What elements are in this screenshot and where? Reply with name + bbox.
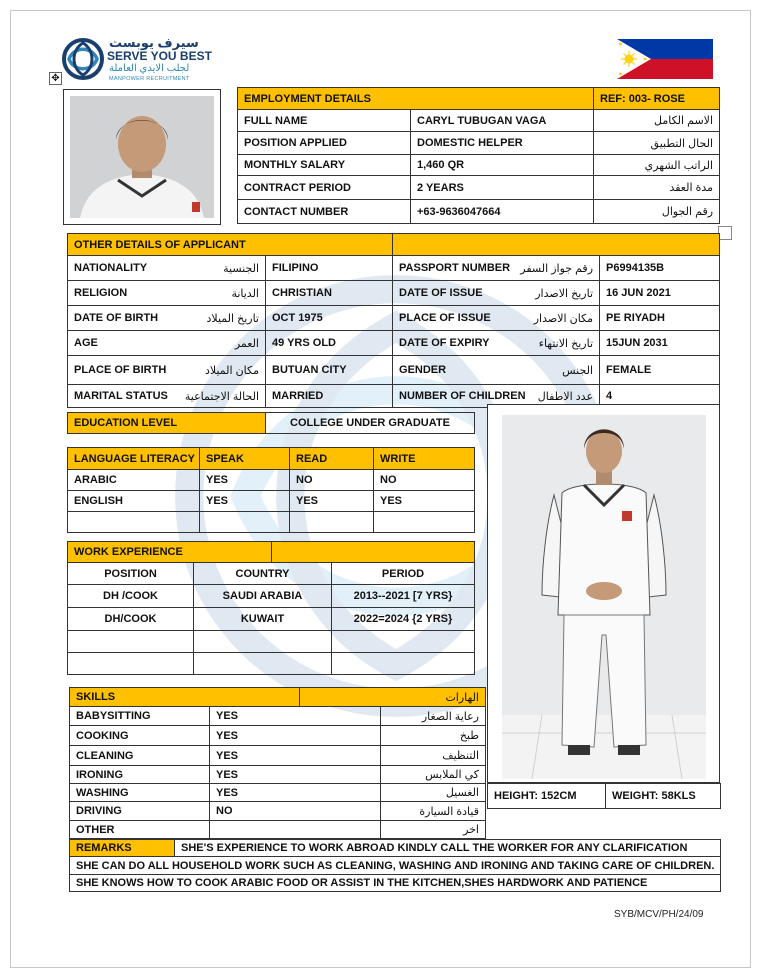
table-row xyxy=(68,512,475,533)
other-details-row xyxy=(68,306,720,331)
children-value: 4 xyxy=(600,385,720,408)
employment-title: EMPLOYMENT DETAILS xyxy=(238,88,594,110)
portrait-photo xyxy=(63,89,221,225)
work-period: 2022=2024 {2 YRS} xyxy=(332,608,475,631)
work-period xyxy=(332,653,475,675)
nationality-label: NATIONALITY xyxy=(74,262,148,274)
country-header: COUNTRY xyxy=(194,563,332,585)
work-experience-title-blank xyxy=(272,542,475,563)
table-row xyxy=(68,470,475,491)
skills-title: SKILLS xyxy=(70,688,300,707)
place-of-birth-label: PLACE OF BIRTH xyxy=(74,364,167,376)
work-position xyxy=(68,653,194,675)
skill-arabic: قيادة السيارة xyxy=(381,802,486,821)
skill-name: IRONING xyxy=(70,766,210,784)
marital-status-value: MARRIED xyxy=(266,385,393,408)
logo-arabic-name: سيرف يوبست xyxy=(109,35,199,50)
skill-arabic: كي الملابس xyxy=(381,766,486,784)
monthly-salary-value: 1,460 QR xyxy=(411,155,594,176)
age-value: 49 YRS OLD xyxy=(266,331,393,356)
language-header: LANGUAGE LITERACY xyxy=(68,448,200,470)
skill-value: YES xyxy=(210,726,381,746)
date-of-expiry-arabic: تاريخ الانتهاء xyxy=(538,337,594,350)
skill-value: YES xyxy=(210,766,381,784)
skill-value: YES xyxy=(210,784,381,802)
employment-details-table xyxy=(237,87,720,224)
skill-value: YES xyxy=(210,707,381,726)
skill-name: BABYSITTING xyxy=(70,707,210,726)
date-of-expiry-label: DATE OF EXPIRY xyxy=(399,337,490,349)
full-name-arabic: الاسم الكامل xyxy=(594,110,720,132)
read-value: YES xyxy=(290,491,374,512)
skill-value xyxy=(210,821,381,839)
position-header: POSITION xyxy=(68,563,194,585)
position-applied-arabic: الحال التطبيق xyxy=(594,132,720,155)
reference-number: REF: 003- ROSE xyxy=(594,88,720,110)
height-value: HEIGHT: 152CM xyxy=(488,784,606,809)
nationality-value: FILIPINO xyxy=(266,256,393,281)
logo-arabic-subtitle: لجلب الايدي العاملة xyxy=(109,63,190,74)
religion-arabic: الديانة xyxy=(231,287,259,300)
footer-code: SYB/MCV/PH/24/09 xyxy=(614,909,704,920)
table-row xyxy=(68,608,475,631)
contact-number-value: +63-9636047664 xyxy=(411,200,594,224)
skills-table xyxy=(69,687,486,839)
full-name-label: FULL NAME xyxy=(238,110,411,132)
work-period xyxy=(332,631,475,653)
remarks-table xyxy=(69,839,721,892)
skill-name: OTHER xyxy=(70,821,210,839)
date-of-issue-value: 16 JUN 2021 xyxy=(600,281,720,306)
read-value: NO xyxy=(290,470,374,491)
contact-number-label: CONTACT NUMBER xyxy=(238,200,411,224)
logo-english-name: SERVE YOU BEST xyxy=(107,49,212,63)
children-label: NUMBER OF CHILDREN xyxy=(399,390,526,402)
work-country xyxy=(194,631,332,653)
speak-header: SPEAK xyxy=(200,448,290,470)
work-position: DH/COOK xyxy=(68,608,194,631)
nationality-arabic: الجنسية xyxy=(223,262,259,275)
skill-value: YES xyxy=(210,746,381,766)
table-row xyxy=(70,746,486,766)
date-of-expiry-value: 15JUN 2031 xyxy=(600,331,720,356)
date-of-issue-arabic: تاريخ الاصدار xyxy=(535,287,594,300)
work-country xyxy=(194,653,332,675)
education-value: COLLEGE UNDER GRADUATE xyxy=(266,413,475,434)
language-table xyxy=(67,447,475,533)
date-of-birth-value: OCT 1975 xyxy=(266,306,393,331)
work-experience-title: WORK EXPERIENCE xyxy=(68,542,272,563)
resize-handle-icon[interactable] xyxy=(718,226,732,240)
portrait-photo-icon xyxy=(70,96,214,218)
education-table xyxy=(67,412,475,434)
age-label: AGE xyxy=(74,337,98,349)
passport-number-value: P6994135B xyxy=(600,256,720,281)
other-details-table xyxy=(67,233,720,408)
skill-value: NO xyxy=(210,802,381,821)
table-row xyxy=(68,631,475,653)
philippines-flag-icon xyxy=(617,39,713,79)
write-value: YES xyxy=(374,491,475,512)
other-details-row xyxy=(68,281,720,306)
date-of-issue-label: DATE OF ISSUE xyxy=(399,287,483,299)
skill-name: CLEANING xyxy=(70,746,210,766)
write-value xyxy=(374,512,475,533)
period-header: PERIOD xyxy=(332,563,475,585)
date-of-birth-arabic: تاريخ الميلاد xyxy=(206,312,259,325)
other-details-title-blank xyxy=(393,234,720,256)
other-details-row xyxy=(68,331,720,356)
full-body-photo xyxy=(487,404,720,783)
skill-name: COOKING xyxy=(70,726,210,746)
work-position xyxy=(68,631,194,653)
other-details-title: OTHER DETAILS OF APPLICANT xyxy=(68,234,393,256)
skill-arabic: طبخ xyxy=(381,726,486,746)
work-country: SAUDI ARABIA xyxy=(194,585,332,608)
write-header: WRITE xyxy=(374,448,475,470)
table-row xyxy=(70,726,486,746)
remarks-line-1: SHE'S EXPERIENCE TO WORK ABROAD KINDLY CALL THE WORKER FOR ANY CLARIFICATION xyxy=(175,840,721,857)
gender-arabic: الجنس xyxy=(562,364,594,377)
other-details-row xyxy=(68,356,720,385)
table-row xyxy=(70,784,486,802)
work-position: DH /COOK xyxy=(68,585,194,608)
contact-number-arabic: رقم الجوال xyxy=(594,200,720,224)
table-row xyxy=(70,707,486,726)
monthly-salary-label: MONTHLY SALARY xyxy=(238,155,411,176)
place-of-birth-value: BUTUAN CITY xyxy=(266,356,393,385)
company-logo-icon xyxy=(61,37,105,81)
speak-value: YES xyxy=(200,491,290,512)
position-applied-value: DOMESTIC HELPER xyxy=(411,132,594,155)
work-period: 2013--2021 [7 YRS} xyxy=(332,585,475,608)
measurements-table xyxy=(487,783,721,809)
passport-number-arabic: رقم جواز السفر xyxy=(520,262,594,275)
full-body-photo-icon xyxy=(502,415,706,779)
skill-arabic: الغسيل xyxy=(381,784,486,802)
marital-status-label: MARITAL STATUS xyxy=(74,390,168,402)
religion-value: CHRISTIAN xyxy=(266,281,393,306)
place-of-birth-arabic: مكان الميلاد xyxy=(204,364,259,377)
language-name: ARABIC xyxy=(68,470,200,491)
language-name xyxy=(68,512,200,533)
table-move-handle-icon[interactable]: ✥ xyxy=(49,72,62,85)
contract-period-value: 2 YEARS xyxy=(411,176,594,200)
monthly-salary-arabic: الراتب الشهري xyxy=(594,155,720,176)
speak-value: YES xyxy=(200,470,290,491)
gender-value: FEMALE xyxy=(600,356,720,385)
write-value: NO xyxy=(374,470,475,491)
skill-name: WASHING xyxy=(70,784,210,802)
weight-value: WEIGHT: 58KLS xyxy=(606,784,721,809)
skill-arabic: اخر xyxy=(381,821,486,839)
position-applied-label: POSITION APPLIED xyxy=(238,132,411,155)
table-row xyxy=(70,766,486,784)
skill-arabic: التنظيف xyxy=(381,746,486,766)
religion-label: RELIGION xyxy=(74,287,128,299)
other-details-row xyxy=(68,256,720,281)
skill-arabic: رعاية الصغار xyxy=(381,707,486,726)
logo-subtitle: MANPOWER RECRUITMENT xyxy=(109,76,190,82)
date-of-birth-label: DATE OF BIRTH xyxy=(74,312,159,324)
read-value xyxy=(290,512,374,533)
skills-title-arabic: الهارات xyxy=(300,688,486,707)
marital-status-arabic: الحالة الاجتماعية xyxy=(184,390,259,403)
remarks-label: REMARKS xyxy=(70,840,175,857)
contract-period-label: CONTRACT PERIOD xyxy=(238,176,411,200)
place-of-issue-value: PE RIYADH xyxy=(600,306,720,331)
education-label: EDUCATION LEVEL xyxy=(68,413,266,434)
company-logo xyxy=(61,35,211,87)
read-header: READ xyxy=(290,448,374,470)
gender-label: GENDER xyxy=(399,364,447,376)
document-page xyxy=(10,10,751,968)
remarks-line-3: SHE KNOWS HOW TO COOK ARABIC FOOD OR ASSIST IN THE KITCHEN,SHES HARDWORK AND PATIENCE xyxy=(70,875,721,892)
children-arabic: عدد الاطفال xyxy=(537,390,594,403)
work-experience-table xyxy=(67,541,475,675)
place-of-issue-arabic: مكان الاصدار xyxy=(533,312,594,325)
contract-period-arabic: مدة العقد xyxy=(594,176,720,200)
remarks-line-2: SHE CAN DO ALL HOUSEHOLD WORK SUCH AS CLEANING, WASHING AND IRONING AND TAKING CARE OF CHILDREN. xyxy=(70,857,721,875)
table-row xyxy=(70,821,486,839)
work-country: KUWAIT xyxy=(194,608,332,631)
table-row xyxy=(70,802,486,821)
passport-number-label: PASSPORT NUMBER xyxy=(399,262,511,274)
table-row xyxy=(68,653,475,675)
age-arabic: العمر xyxy=(234,337,259,350)
speak-value xyxy=(200,512,290,533)
place-of-issue-label: PLACE OF ISSUE xyxy=(399,312,491,324)
full-name-value: CARYL TUBUGAN VAGA xyxy=(411,110,594,132)
table-row xyxy=(68,491,475,512)
language-name: ENGLISH xyxy=(68,491,200,512)
table-row xyxy=(68,585,475,608)
skill-name: DRIVING xyxy=(70,802,210,821)
